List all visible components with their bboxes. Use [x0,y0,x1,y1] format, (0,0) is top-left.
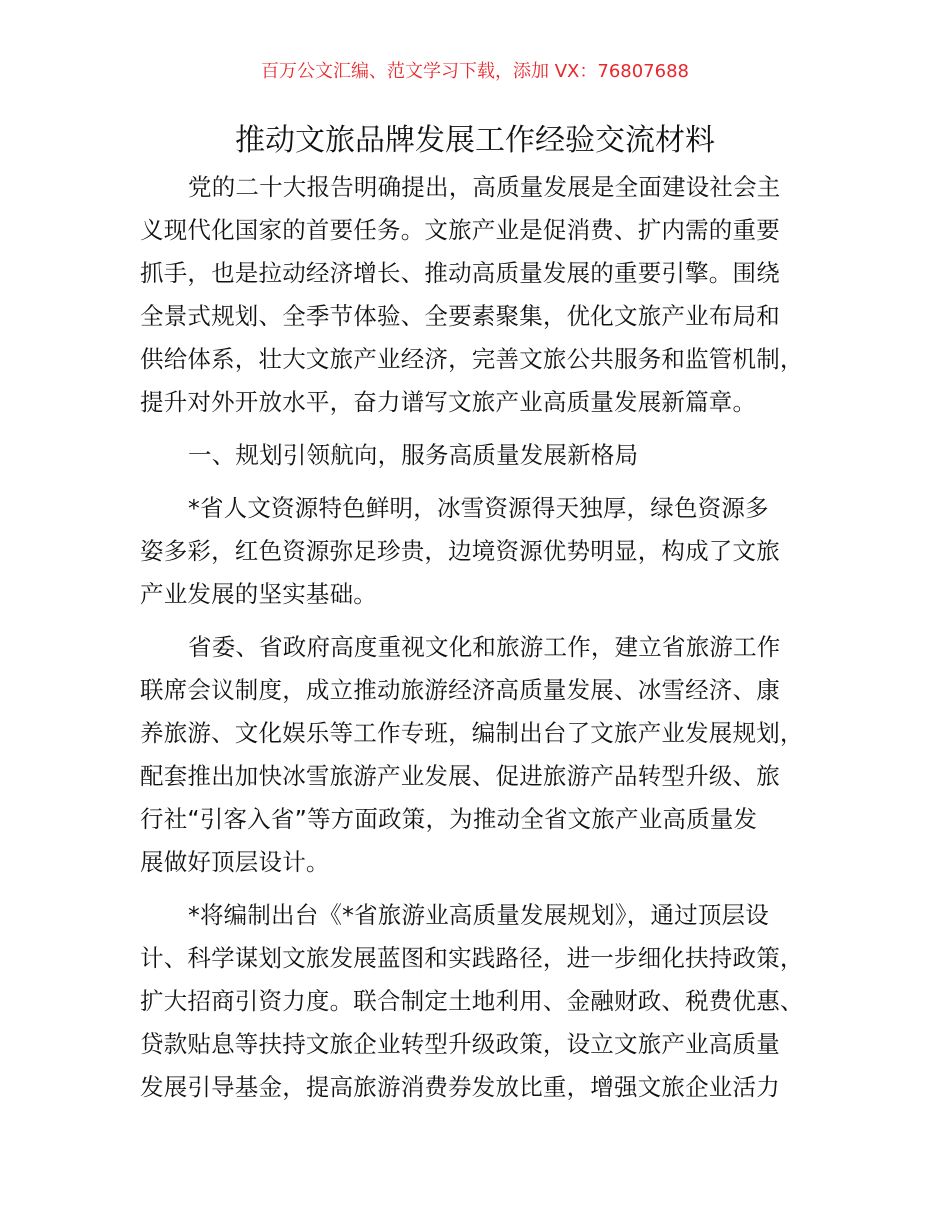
text-line: 一、规划引领航向，服务高质量发展新格局 [188,441,639,469]
paragraph [140,487,830,616]
text-line: 义现代化国家的首要任务。文旅产业是促消费、扩内需的重要 [140,216,780,244]
text-line: 配套推出加快冰雪旅游产业发展、促进旅游产品转型升级、旅 [140,762,780,790]
text-line: 全景式规划、全季节体验、全要素聚集，优化文旅产业布局和 [140,302,780,330]
document-body [140,166,830,1119]
text-line: 扩大招商引资力度。联合制定土地利用、金融财政、税费优惠、 [140,987,804,1015]
text-line: *省人文资源特色鲜明，冰雪资源得天独厚，绿色资源多 [188,494,769,522]
text-line: *将编制出台《*省旅游业高质量发展规划》，通过顶层设 [188,901,769,929]
text-line: 姿多彩，红色资源弥足珍贵，边境资源优势明显，构成了文旅 [140,537,780,565]
text-line: 发展引导基金，提高旅游消费券发放比重，增强文旅企业活力 [140,1073,780,1101]
paragraph [140,166,830,424]
text-line: 贷款贴息等扶持文旅企业转型升级政策，设立文旅产业高质量 [140,1030,780,1058]
text-line: 提升对外开放水平，奋力谱写文旅产业高质量发展新篇章。 [140,388,757,416]
text-line: 行社“引客入省”等方面政策，为推动全省文旅产业高质量发 [140,805,758,833]
text-line: 抓手，也是拉动经济增长、推动高质量发展的重要引擎。围绕 [140,259,780,287]
text-line: 联席会议制度，成立推动旅游经济高质量发展、冰雪经济、康 [140,676,780,704]
text-line: 展做好顶层设计。 [140,848,330,876]
text-line: 养旅游、文化娱乐等工作专班，编制出台了文旅产业发展规划， [140,719,804,747]
paragraph [140,626,830,884]
document-title: 推动文旅品牌发展工作经验交流材料 [235,123,715,158]
text-line: 供给体系，壮大文旅产业经济，完善文旅公共服务和监管机制， [140,345,804,373]
section-heading [140,434,830,477]
text-line: 计、科学谋划文旅发展蓝图和实践路径，进一步细化扶持政策， [140,944,804,972]
text-line: 省委、省政府高度重视文化和旅游工作，建立省旅游工作 [188,633,781,661]
paragraph [140,894,830,1109]
text-line: 产业发展的坚实基础。 [140,580,377,608]
watermark-header: 百万公文汇编、范文学习下载，添加 VX：76807688 [261,61,689,82]
text-line: 党的二十大报告明确提出，高质量发展是全面建设社会主 [188,173,781,201]
